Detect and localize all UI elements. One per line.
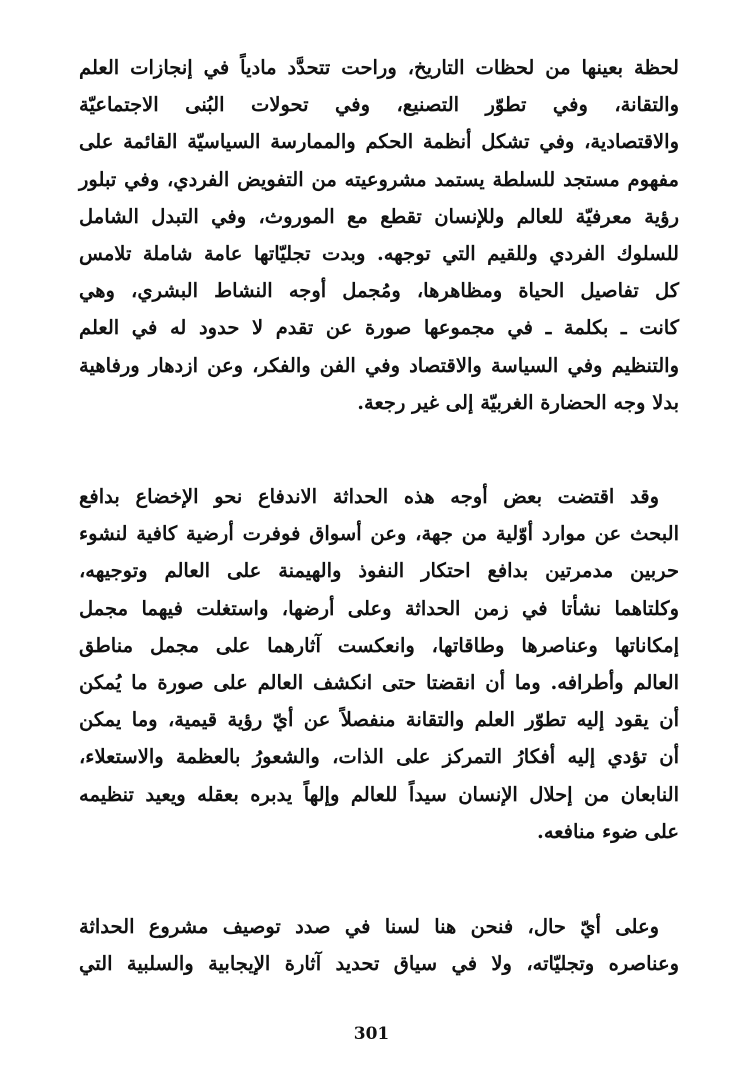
text-line: والتنظيم وفي السياسة والاقتصاد وفي الفن والفكر، وعن ازدهار ورفاهية	[79, 353, 679, 377]
text-line: وكلتاهما نشأتا في زمن الحداثة وعلى أرضها، واستغلت فيهما مجمل	[79, 596, 679, 620]
text-line: حربين مدمرتين بدافع احتكار النفوذ والهيمنة على العالم وتوجيهه،	[79, 559, 679, 583]
text-line: أن يقود إليه تطوّر العلم والتقانة منفصلاً عن أيّ رؤية قيمية، وما يمكن	[79, 708, 679, 732]
paragraph-1	[79, 49, 679, 421]
text-line: والاقتصادية، وفي تشكل أنظمة الحكم والممارسة السياسيّة القائمة على	[79, 130, 679, 154]
page-number: 301	[353, 1024, 390, 1044]
text-line: البحث عن موارد أوّلية من جهة، وعن أسواق فوفرت أرضية كافية لنشوء	[79, 522, 679, 546]
text-line: وعلى أيّ حال، فنحن هنا لسنا في صدد توصيف مشروع الحداثة	[79, 915, 659, 938]
text-line: على ضوء منافعه.	[537, 819, 679, 843]
text-line: وعناصره وتجليّاته، ولا في سياق تحديد آثارة الإيجابية والسلبية التي	[79, 952, 679, 976]
text-line: وقد اقتضت بعض أوجه هذه الحداثة الاندفاع نحو الإخضاع بدافع	[79, 485, 659, 508]
text-line: إمكاناتها وعناصرها وطاقاتها، وانعكست آثارهما على مجمل مناطق	[79, 633, 679, 657]
text-line: العالم وأطرافه. وما أن انقضتا حتى انكشف العالم على صورة ما يُمكن	[79, 670, 679, 694]
text-line: والتقانة، وفي تطوّر التصنيع، وفي تحولات البُنى الاجتماعيّة	[79, 93, 679, 117]
text-line: كل تفاصيل الحياة ومظاهرها، ومُجمل أوجه النشاط البشري، وهي	[79, 279, 679, 303]
text-line: بدلا وجه الحضارة الغربيّة إلى غير رجعة.	[357, 390, 679, 414]
paragraph-2	[79, 478, 679, 850]
text-line: مفهوم مستجد للسلطة يستمد مشروعيته من التفويض الفردي، وفي تبلور	[79, 167, 679, 191]
text-line: أن تؤدي إليه أفكارُ التمركز على الذات، والشعورُ بالعظمة والاستعلاء،	[79, 745, 679, 769]
text-line: لحظة بعينها من لحظات التاريخ، وراحت تتحدَّد مادياً في إنجازات العلم	[79, 56, 679, 79]
text-line: رؤية معرفيّة للعالم وللإنسان تقطع مع الموروث، وفي التبدل الشامل	[79, 204, 679, 228]
text-line: كانت ـ بكلمة ـ في مجموعها صورة عن تقدم لا حدود له في العلم	[79, 316, 679, 340]
paragraph-3	[79, 908, 679, 982]
text-line: للسلوك الفردي وللقيم التي توجهه. وبدت تجليّاتها عامة شاملة تلامس	[79, 241, 679, 265]
text-line: النابعان من إحلال الإنسان سيداً للعالم وإلهاً يدبره بعقله ويعيد تنظيمه	[79, 782, 679, 806]
